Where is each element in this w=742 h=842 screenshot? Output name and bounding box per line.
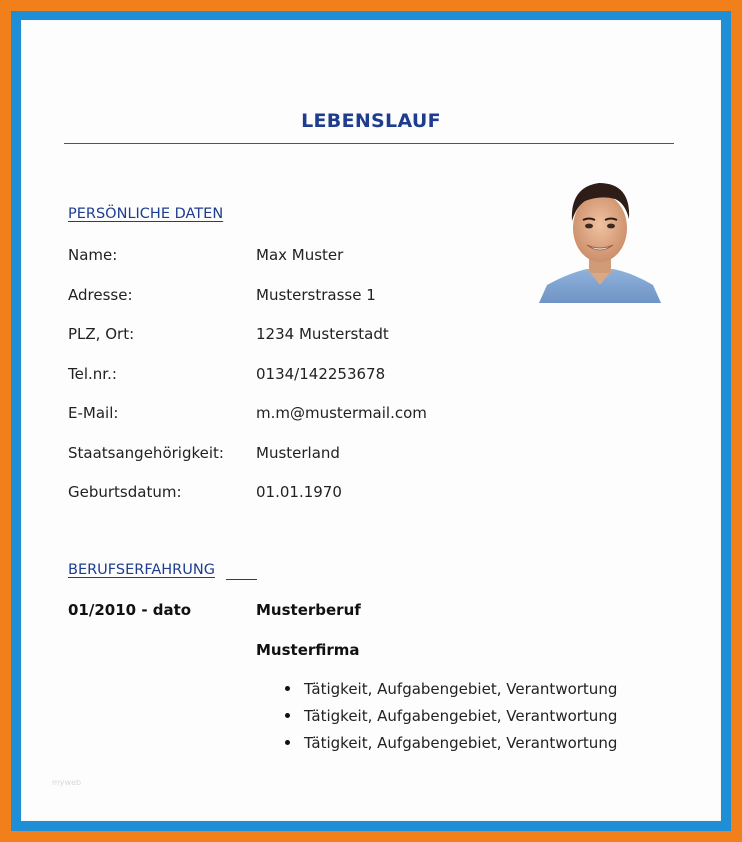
value-address: Musterstrasse 1: [256, 286, 376, 304]
label-birthdate: Geburtsdatum:: [68, 483, 182, 501]
label-zip-city: PLZ, Ort:: [68, 325, 135, 343]
label-nationality: Staatsangehörigkeit:: [68, 444, 224, 462]
list-item: Tätigkeit, Aufgabengebiet, Verantwortung: [285, 679, 617, 706]
section-heading-experience: BERUFSERFAHRUNG: [68, 562, 215, 578]
title-rule: [64, 143, 674, 144]
value-nationality: Musterland: [256, 444, 340, 462]
value-zip-city: 1234 Musterstadt: [256, 325, 389, 343]
profile-photo-icon: [539, 173, 661, 303]
value-name: Max Muster: [256, 246, 344, 264]
heading-underline-extension: [226, 579, 257, 580]
label-email: E-Mail:: [68, 404, 119, 422]
experience-company: Musterfirma: [256, 641, 360, 659]
label-name: Name:: [68, 246, 118, 264]
value-email: m.m@mustermail.com: [256, 404, 427, 422]
task-list: [285, 679, 617, 760]
value-phone: 0134/142253678: [256, 365, 386, 383]
experience-date: 01/2010 - dato: [68, 601, 192, 619]
watermark: myweb: [52, 778, 82, 787]
document-title: LEBENSLAUF: [301, 110, 441, 132]
list-item: Tätigkeit, Aufgabengebiet, Verantwortung: [285, 706, 617, 733]
value-birthdate: 01.01.1970: [256, 483, 342, 501]
section-heading-personal: PERSÖNLICHE DATEN: [68, 206, 224, 222]
list-item: Tätigkeit, Aufgabengebiet, Verantwortung: [285, 733, 617, 760]
label-phone: Tel.nr.:: [68, 365, 117, 383]
label-address: Adresse:: [68, 286, 133, 304]
profile-photo: [539, 173, 661, 303]
experience-job-title: Musterberuf: [256, 601, 361, 619]
